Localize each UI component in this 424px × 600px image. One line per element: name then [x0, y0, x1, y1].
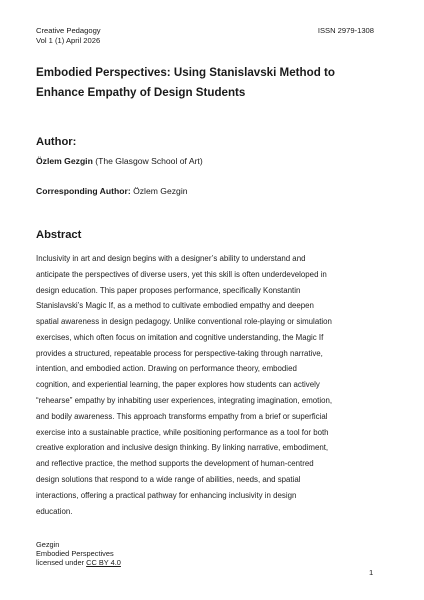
title-line: Enhance Empathy of Design Students — [36, 86, 246, 99]
abstract-line: “rehearse” empathy by inhabiting user experiences, integrating imagination, emotion, — [36, 396, 333, 406]
abstract-line: education. — [36, 506, 73, 516]
abstract-line: creative exploration and inclusive design thinking. By linking narrative, embodiment, — [36, 443, 329, 453]
abstract-line: design solutions that respond to a wide range of abilities, needs, and spatial — [36, 474, 301, 484]
journal-header — [36, 26, 101, 45]
abstract-line: interactions, offering a practical pathway for enhancing inclusivity in design — [36, 490, 297, 500]
abstract-line: exercises, which often focus on imitation and cognitive understanding, the Magic If — [36, 332, 324, 342]
footer-short-title: Embodied Perspectives — [36, 548, 114, 558]
journal-name: Creative Pedagogy — [36, 26, 101, 35]
abstract-line: intention, and embodied action. Drawing on performance theory, embodied — [36, 364, 297, 374]
abstract-line: Inclusivity in art and design begins with a designer’s ability to understand and — [36, 254, 306, 263]
footer-license — [36, 559, 121, 568]
license-link[interactable]: CC BY 4.0 — [86, 557, 121, 567]
corresponding-author-line — [36, 186, 188, 196]
page-number: 1 — [369, 568, 374, 577]
corresponding-label: Corresponding Author: — [36, 186, 131, 196]
abstract-line: anticipate the perspectives of diverse users, yet this skill is often underdeveloped in — [36, 269, 327, 279]
abstract-line: spatial awareness in design pedagogy. Unlike conventional role-playing or simulation — [36, 317, 332, 327]
title-line: Embodied Perspectives: Using Stanislavski Method to — [36, 66, 335, 79]
author-heading: Author: — [36, 136, 77, 148]
paper-title — [36, 63, 366, 103]
abstract-line: cognition, and experiential learning, the paper explores how students can actively — [36, 380, 320, 390]
author-affiliation: (The Glasgow School of Art) — [95, 156, 203, 166]
footer-author: Gezgin — [36, 540, 60, 549]
author-name: Özlem Gezgin — [36, 156, 93, 166]
abstract-line: design education. This paper proposes performance, specifically Konstantin — [36, 285, 301, 295]
abstract-line: provides a structured, repeatable process for perspective-taking through narrative, — [36, 348, 323, 358]
abstract-line: and bodily awareness. This approach transforms empathy from a brief or superficial — [36, 411, 328, 421]
license-prefix: licensed under — [36, 557, 85, 567]
corresponding-name: Özlem Gezgin — [133, 186, 188, 196]
author-line — [36, 156, 203, 166]
abstract-heading: Abstract — [36, 229, 82, 241]
abstract-line: exercise into a sustainable practice, while positioning performance as a tool for both — [36, 427, 329, 437]
abstract-body — [36, 251, 388, 519]
abstract-line: and reflective practice, the method supports the development of human-centred — [36, 459, 314, 469]
abstract-line: Stanislavski’s Magic If, as a method to cultivate embodied empathy and deepen — [36, 301, 314, 311]
issn: ISSN 2979-1308 — [317, 26, 374, 35]
page-footer — [36, 541, 121, 567]
journal-issue: Vol 1 (1) April 2026 — [36, 35, 101, 45]
